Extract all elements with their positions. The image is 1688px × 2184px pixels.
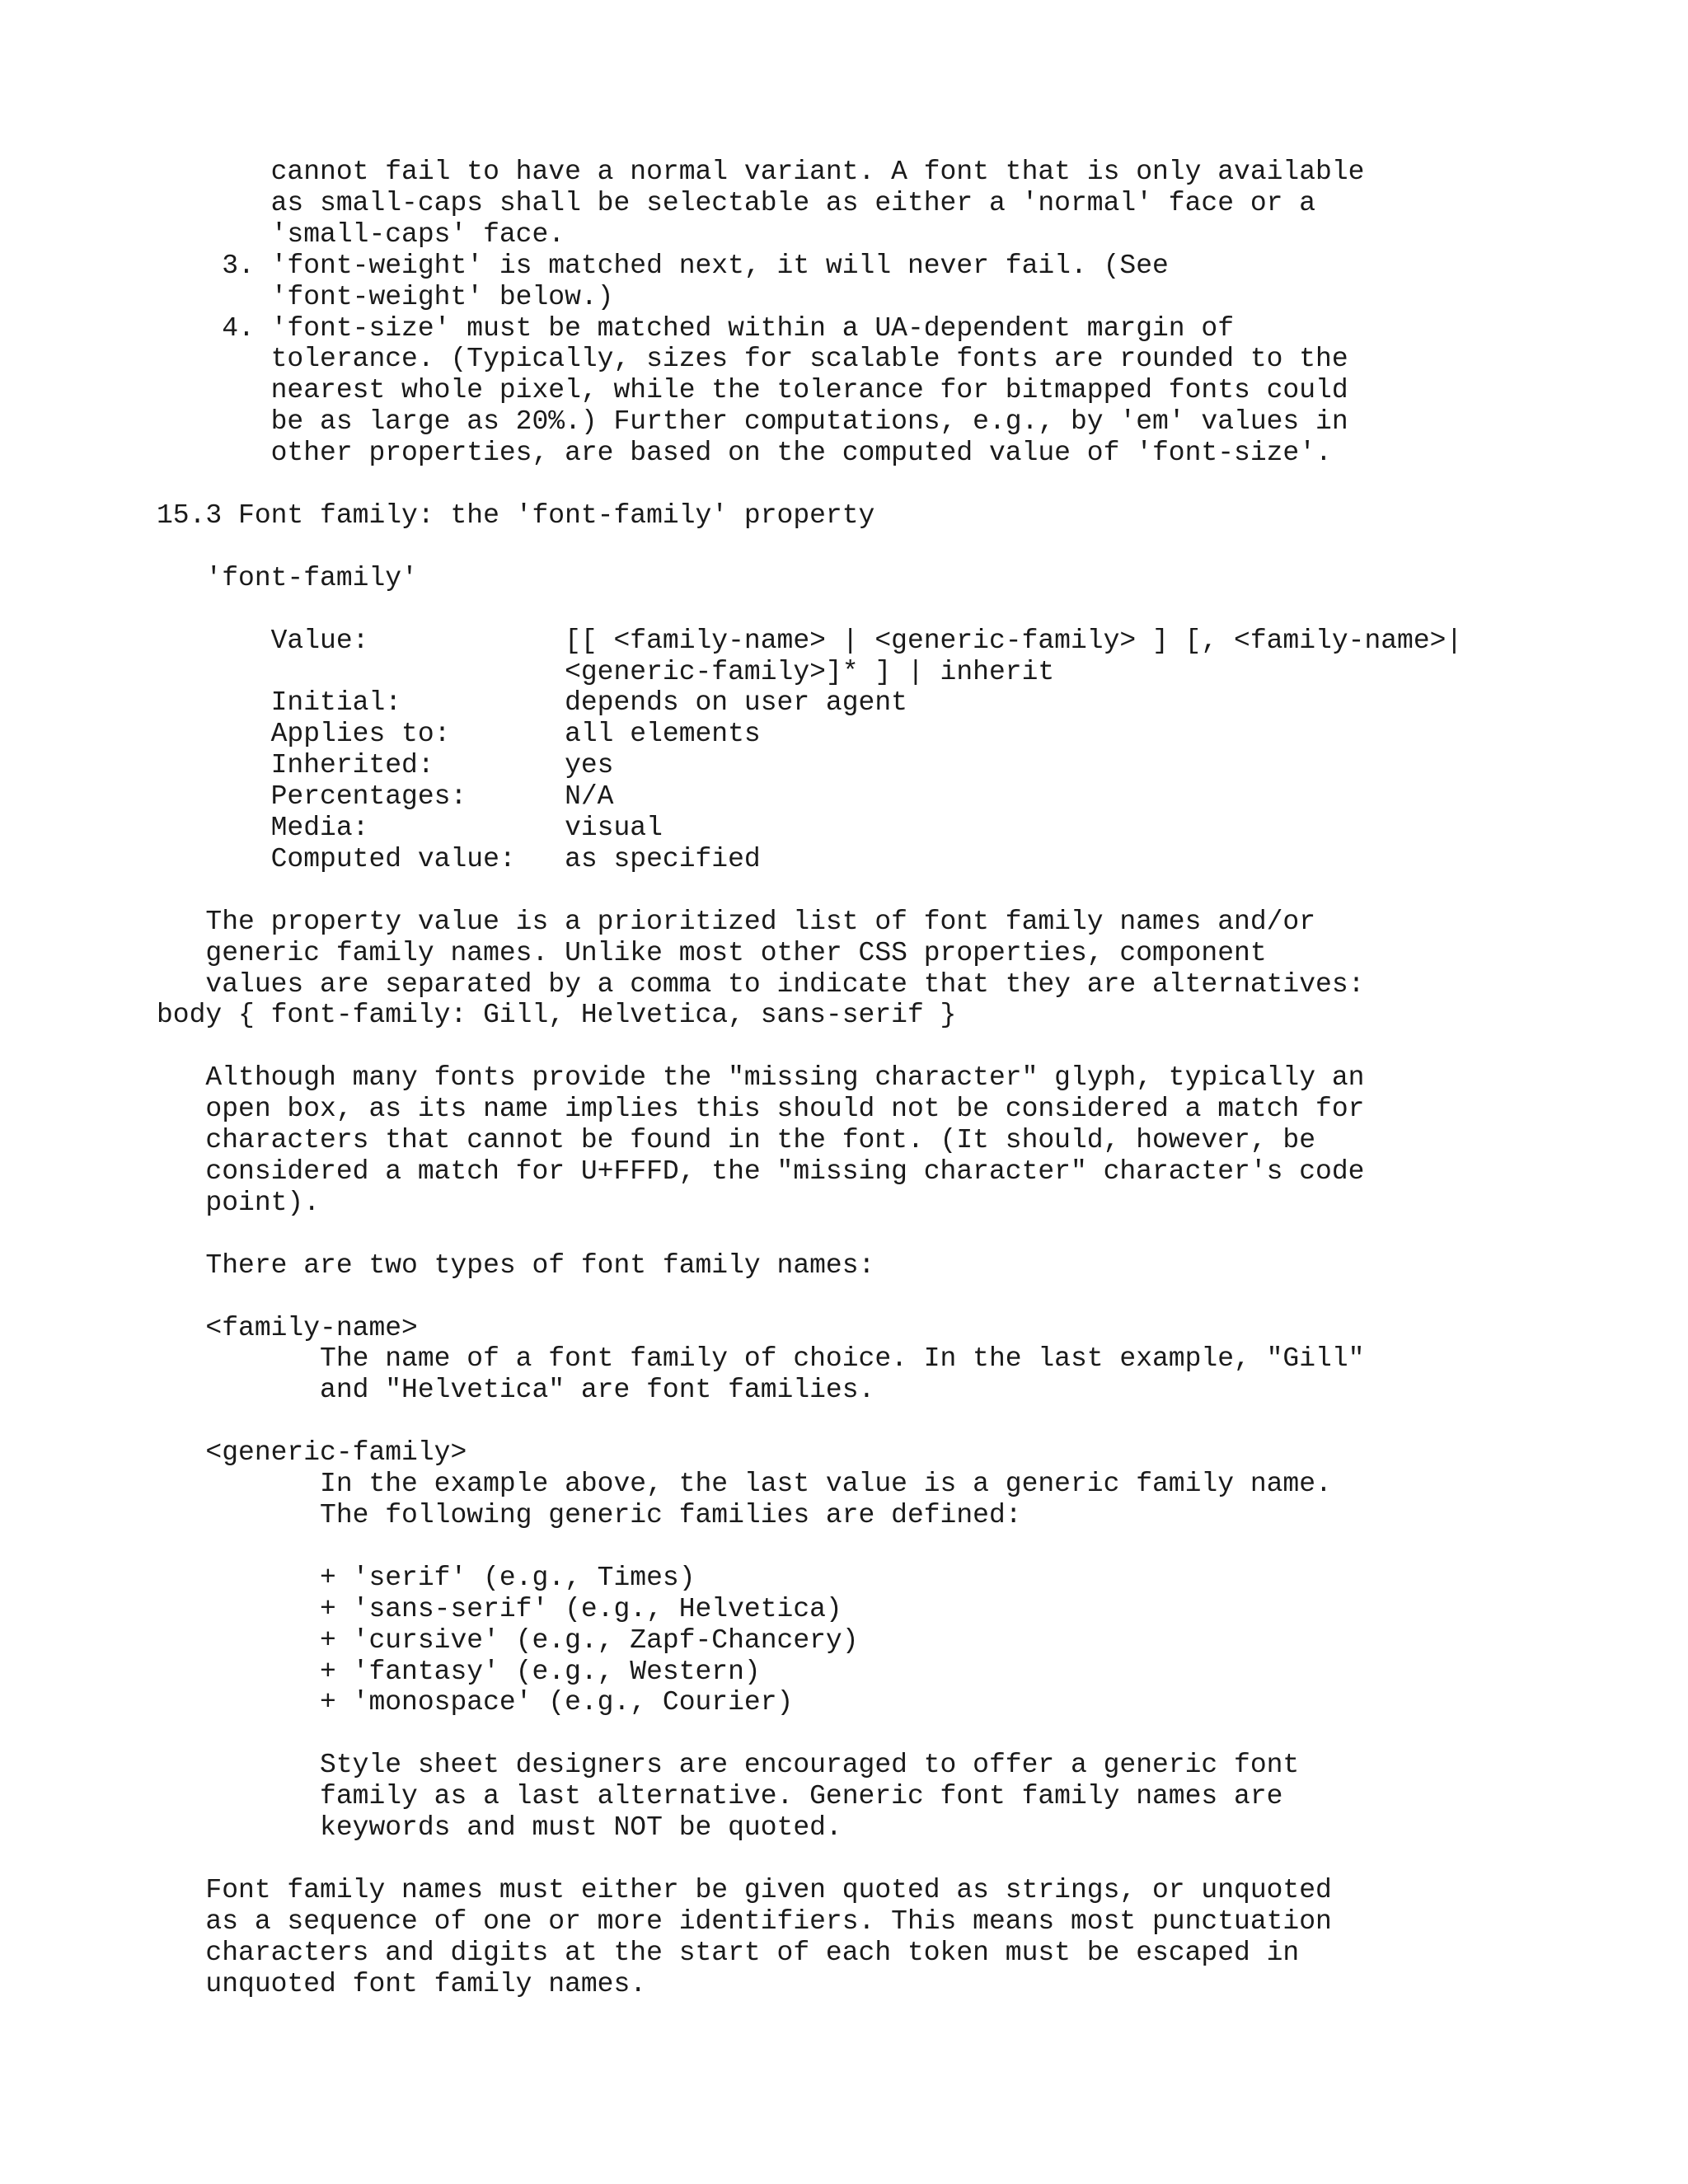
property-percentages-row: Percentages: N/A: [157, 781, 614, 813]
property-media-row: Media: visual: [157, 813, 663, 844]
paragraph-line: open box, as its name implies this should not be considered a match for: [157, 1094, 1365, 1125]
definition-text: family as a last alternative. Generic font family names are: [157, 1781, 1283, 1812]
list-item-3: 3. 'font-weight' is matched next, it will never fail. (See: [157, 250, 1169, 281]
definition-term: <family-name>: [157, 1312, 418, 1343]
paragraph-line: point).: [157, 1187, 321, 1218]
text-line: nearest whole pixel, while the tolerance for bitmapped fonts could: [157, 375, 1348, 406]
property-value-row: <generic-family>]* ] | inherit: [157, 656, 1055, 687]
paragraph-line: considered a match for U+FFFD, the "missing character" character's code: [157, 1156, 1365, 1187]
property-initial-row: Initial: depends on user agent: [157, 687, 907, 719]
code-example: body { font-family: Gill, Helvetica, sans-serif }: [157, 1000, 957, 1031]
document-text: [157, 157, 1462, 1999]
paragraph-line: generic family names. Unlike most other CSS properties, component: [157, 937, 1267, 968]
paragraph-line: as a sequence of one or more identifiers. This means most punctuation: [157, 1905, 1332, 1937]
text-line: 'small-caps' face.: [157, 218, 565, 250]
paragraph-line: Font family names must either be given quoted as strings, or unquoted: [157, 1874, 1332, 1905]
text-line: cannot fail to have a normal variant. A font that is only available: [157, 157, 1365, 187]
paragraph-line: There are two types of font family names:: [157, 1249, 875, 1281]
property-name: 'font-family': [157, 562, 418, 593]
generic-family-item: + 'fantasy' (e.g., Western): [157, 1656, 761, 1687]
definition-term: <generic-family>: [157, 1437, 467, 1469]
generic-family-item: + 'sans-serif' (e.g., Helvetica): [157, 1593, 842, 1624]
definition-text: In the example above, the last value is a generic family name.: [157, 1469, 1332, 1500]
list-item-4: 4. 'font-size' must be matched within a UA-dependent margin of: [157, 312, 1235, 344]
paragraph-line: characters and digits at the start of each token must be escaped in: [157, 1937, 1300, 1968]
definition-text: The following generic families are defined:: [157, 1499, 1022, 1530]
text-line: tolerance. (Typically, sizes for scalable fonts are rounded to the: [157, 344, 1348, 375]
paragraph-line: unquoted font family names.: [157, 1968, 647, 1999]
property-inherited-row: Inherited: yes: [157, 750, 614, 781]
generic-family-item: + 'monospace' (e.g., Courier): [157, 1687, 794, 1718]
paragraph-line: The property value is a prioritized list of font family names and/or: [157, 906, 1316, 937]
paragraph-line: Although many fonts provide the "missing character" glyph, typically an: [157, 1062, 1365, 1094]
property-computed-row: Computed value: as specified: [157, 843, 761, 874]
definition-text: and "Helvetica" are font families.: [157, 1375, 875, 1406]
text-line: be as large as 20%.) Further computations, e.g., by 'em' values in: [157, 406, 1348, 438]
generic-family-item: + 'serif' (e.g., Times): [157, 1562, 696, 1593]
paragraph-line: characters that cannot be found in the font. (It should, however, be: [157, 1125, 1316, 1156]
text-line: 'font-weight' below.): [157, 281, 614, 312]
property-value-row: Value: [[ <family-name> | <generic-family> ] [, <family-name>|: [157, 625, 1463, 656]
section-heading: 15.3 Font family: the 'font-family' property: [157, 499, 875, 531]
paragraph-line: values are separated by a comma to indicate that they are alternatives:: [157, 968, 1365, 1000]
definition-text: Style sheet designers are encouraged to offer a generic font: [157, 1750, 1300, 1781]
property-applies-row: Applies to: all elements: [157, 719, 761, 750]
text-line: as small-caps shall be selectable as either a 'normal' face or a: [157, 187, 1316, 218]
definition-text: The name of a font family of choice. In the last example, "Gill": [157, 1343, 1365, 1375]
definition-text: keywords and must NOT be quoted.: [157, 1812, 842, 1844]
generic-family-item: + 'cursive' (e.g., Zapf-Chancery): [157, 1624, 859, 1656]
text-line: other properties, are based on the computed value of 'font-size'.: [157, 438, 1332, 469]
